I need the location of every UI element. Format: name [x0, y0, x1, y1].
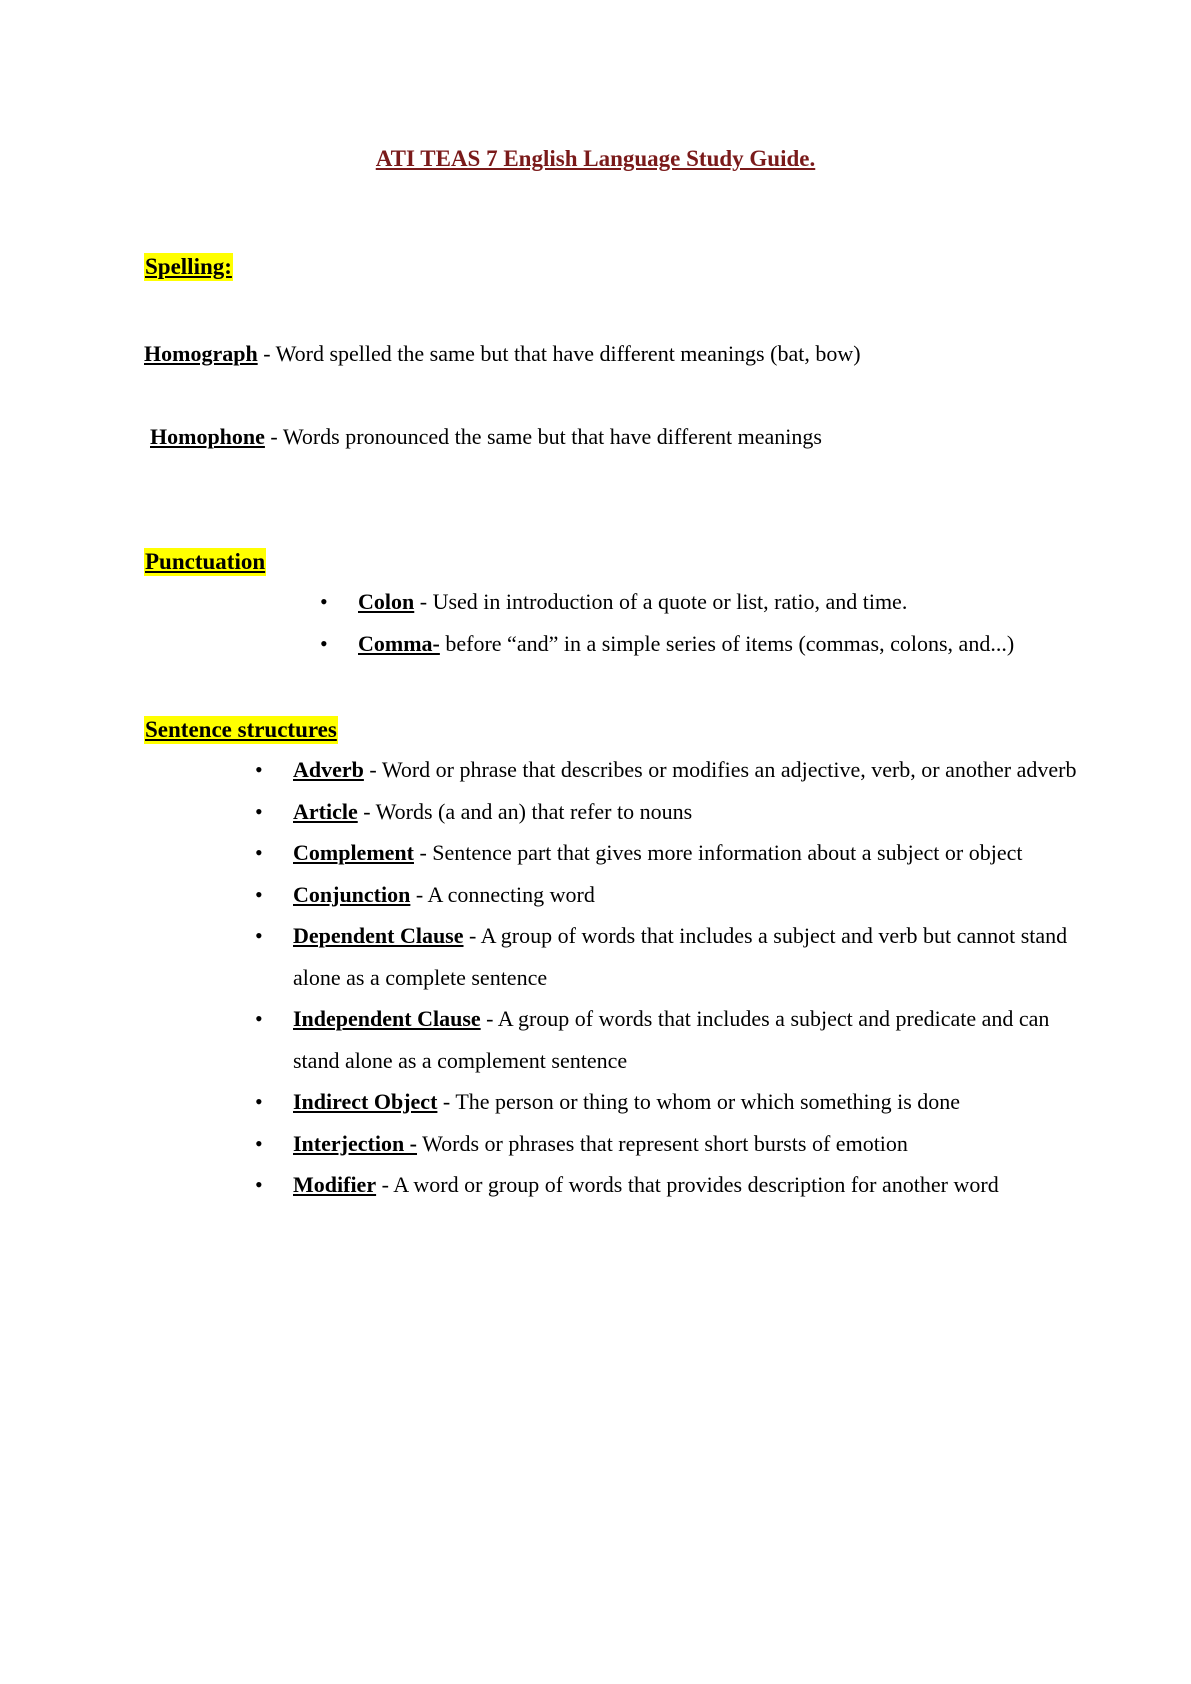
interjection-term: Interjection - — [293, 1130, 418, 1156]
article-text: - Words (a and an) that refer to nouns — [357, 798, 693, 824]
list-item — [255, 749, 1093, 791]
list-item — [320, 623, 1148, 665]
colon-text: - Used in introduction of a quote or list, ratio, and time. — [414, 589, 908, 614]
interjection-text: Words or phrases that represent short bursts of emotion — [417, 1130, 908, 1156]
dependent-clause-term: Dependent Clause — [293, 923, 464, 948]
complement-term: Complement — [293, 840, 414, 865]
homophone-text: - Words pronounced the same but that have different meanings — [264, 424, 822, 449]
modifier-text: - A word or group of words that provides description for another word — [376, 1172, 999, 1197]
comma-text: before “and” in a simple series of items (commas, colons, and...) — [439, 630, 1015, 656]
indirect-object-text: - The person or thing to whom or which something is done — [437, 1089, 961, 1114]
conjunction-text: - A connecting word — [410, 881, 595, 907]
homograph-term: Homograph — [144, 341, 258, 366]
homograph-definition — [144, 340, 861, 368]
bullet-icon: • — [320, 589, 328, 614]
complement-text: - Sentence part that gives more information about a subject or object — [413, 840, 1023, 865]
list-item — [255, 915, 1093, 998]
list-item — [255, 832, 1093, 874]
independent-clause-term: Independent Clause — [293, 1006, 481, 1031]
conjunction-term: Conjunction — [293, 881, 411, 907]
homophone-term: Homophone — [150, 424, 265, 449]
list-item — [255, 1081, 1093, 1123]
homograph-text: - Word spelled the same but that have different meanings (bat, bow) — [257, 341, 861, 366]
bullet-icon: • — [320, 630, 328, 656]
bullet-icon: • — [255, 1006, 263, 1031]
dependent-clause-text: - A group of words that includes a subject and verb but cannot stand alone as a complete sentence — [293, 923, 1068, 990]
colon-term: Colon — [358, 589, 415, 614]
adverb-term: Adverb — [293, 757, 364, 782]
sentence-structures-heading: Sentence structures — [145, 717, 337, 742]
bullet-icon: • — [255, 757, 263, 782]
list-item — [255, 791, 1093, 833]
homophone-definition — [150, 423, 822, 451]
bullet-icon: • — [255, 923, 263, 948]
sentence-structures-list — [255, 749, 1093, 1206]
list-item — [255, 1164, 1093, 1206]
bullet-icon: • — [255, 1130, 263, 1156]
article-term: Article — [293, 798, 358, 824]
independent-clause-text: - A group of words that includes a subject and predicate and can stand alone as a complement sentence — [293, 1006, 1050, 1073]
comma-term: Comma- — [358, 630, 440, 656]
spelling-heading: Spelling: — [145, 254, 232, 279]
list-item — [255, 998, 1093, 1081]
bullet-icon: • — [255, 798, 263, 824]
indirect-object-term: Indirect Object — [293, 1089, 438, 1114]
modifier-term: Modifier — [293, 1172, 377, 1197]
punctuation-heading: Punctuation — [145, 549, 266, 574]
bullet-icon: • — [255, 1089, 263, 1114]
page-title: ATI TEAS 7 English Language Study Guide. — [375, 146, 816, 171]
punctuation-list — [320, 581, 1148, 664]
bullet-icon: • — [255, 881, 263, 907]
list-item — [320, 581, 1148, 623]
adverb-text: - Word or phrase that describes or modifies an adjective, verb, or another adverb — [363, 757, 1077, 782]
bullet-icon: • — [255, 840, 263, 865]
bullet-icon: • — [255, 1172, 263, 1197]
list-item — [255, 874, 1093, 916]
list-item — [255, 1123, 1093, 1165]
